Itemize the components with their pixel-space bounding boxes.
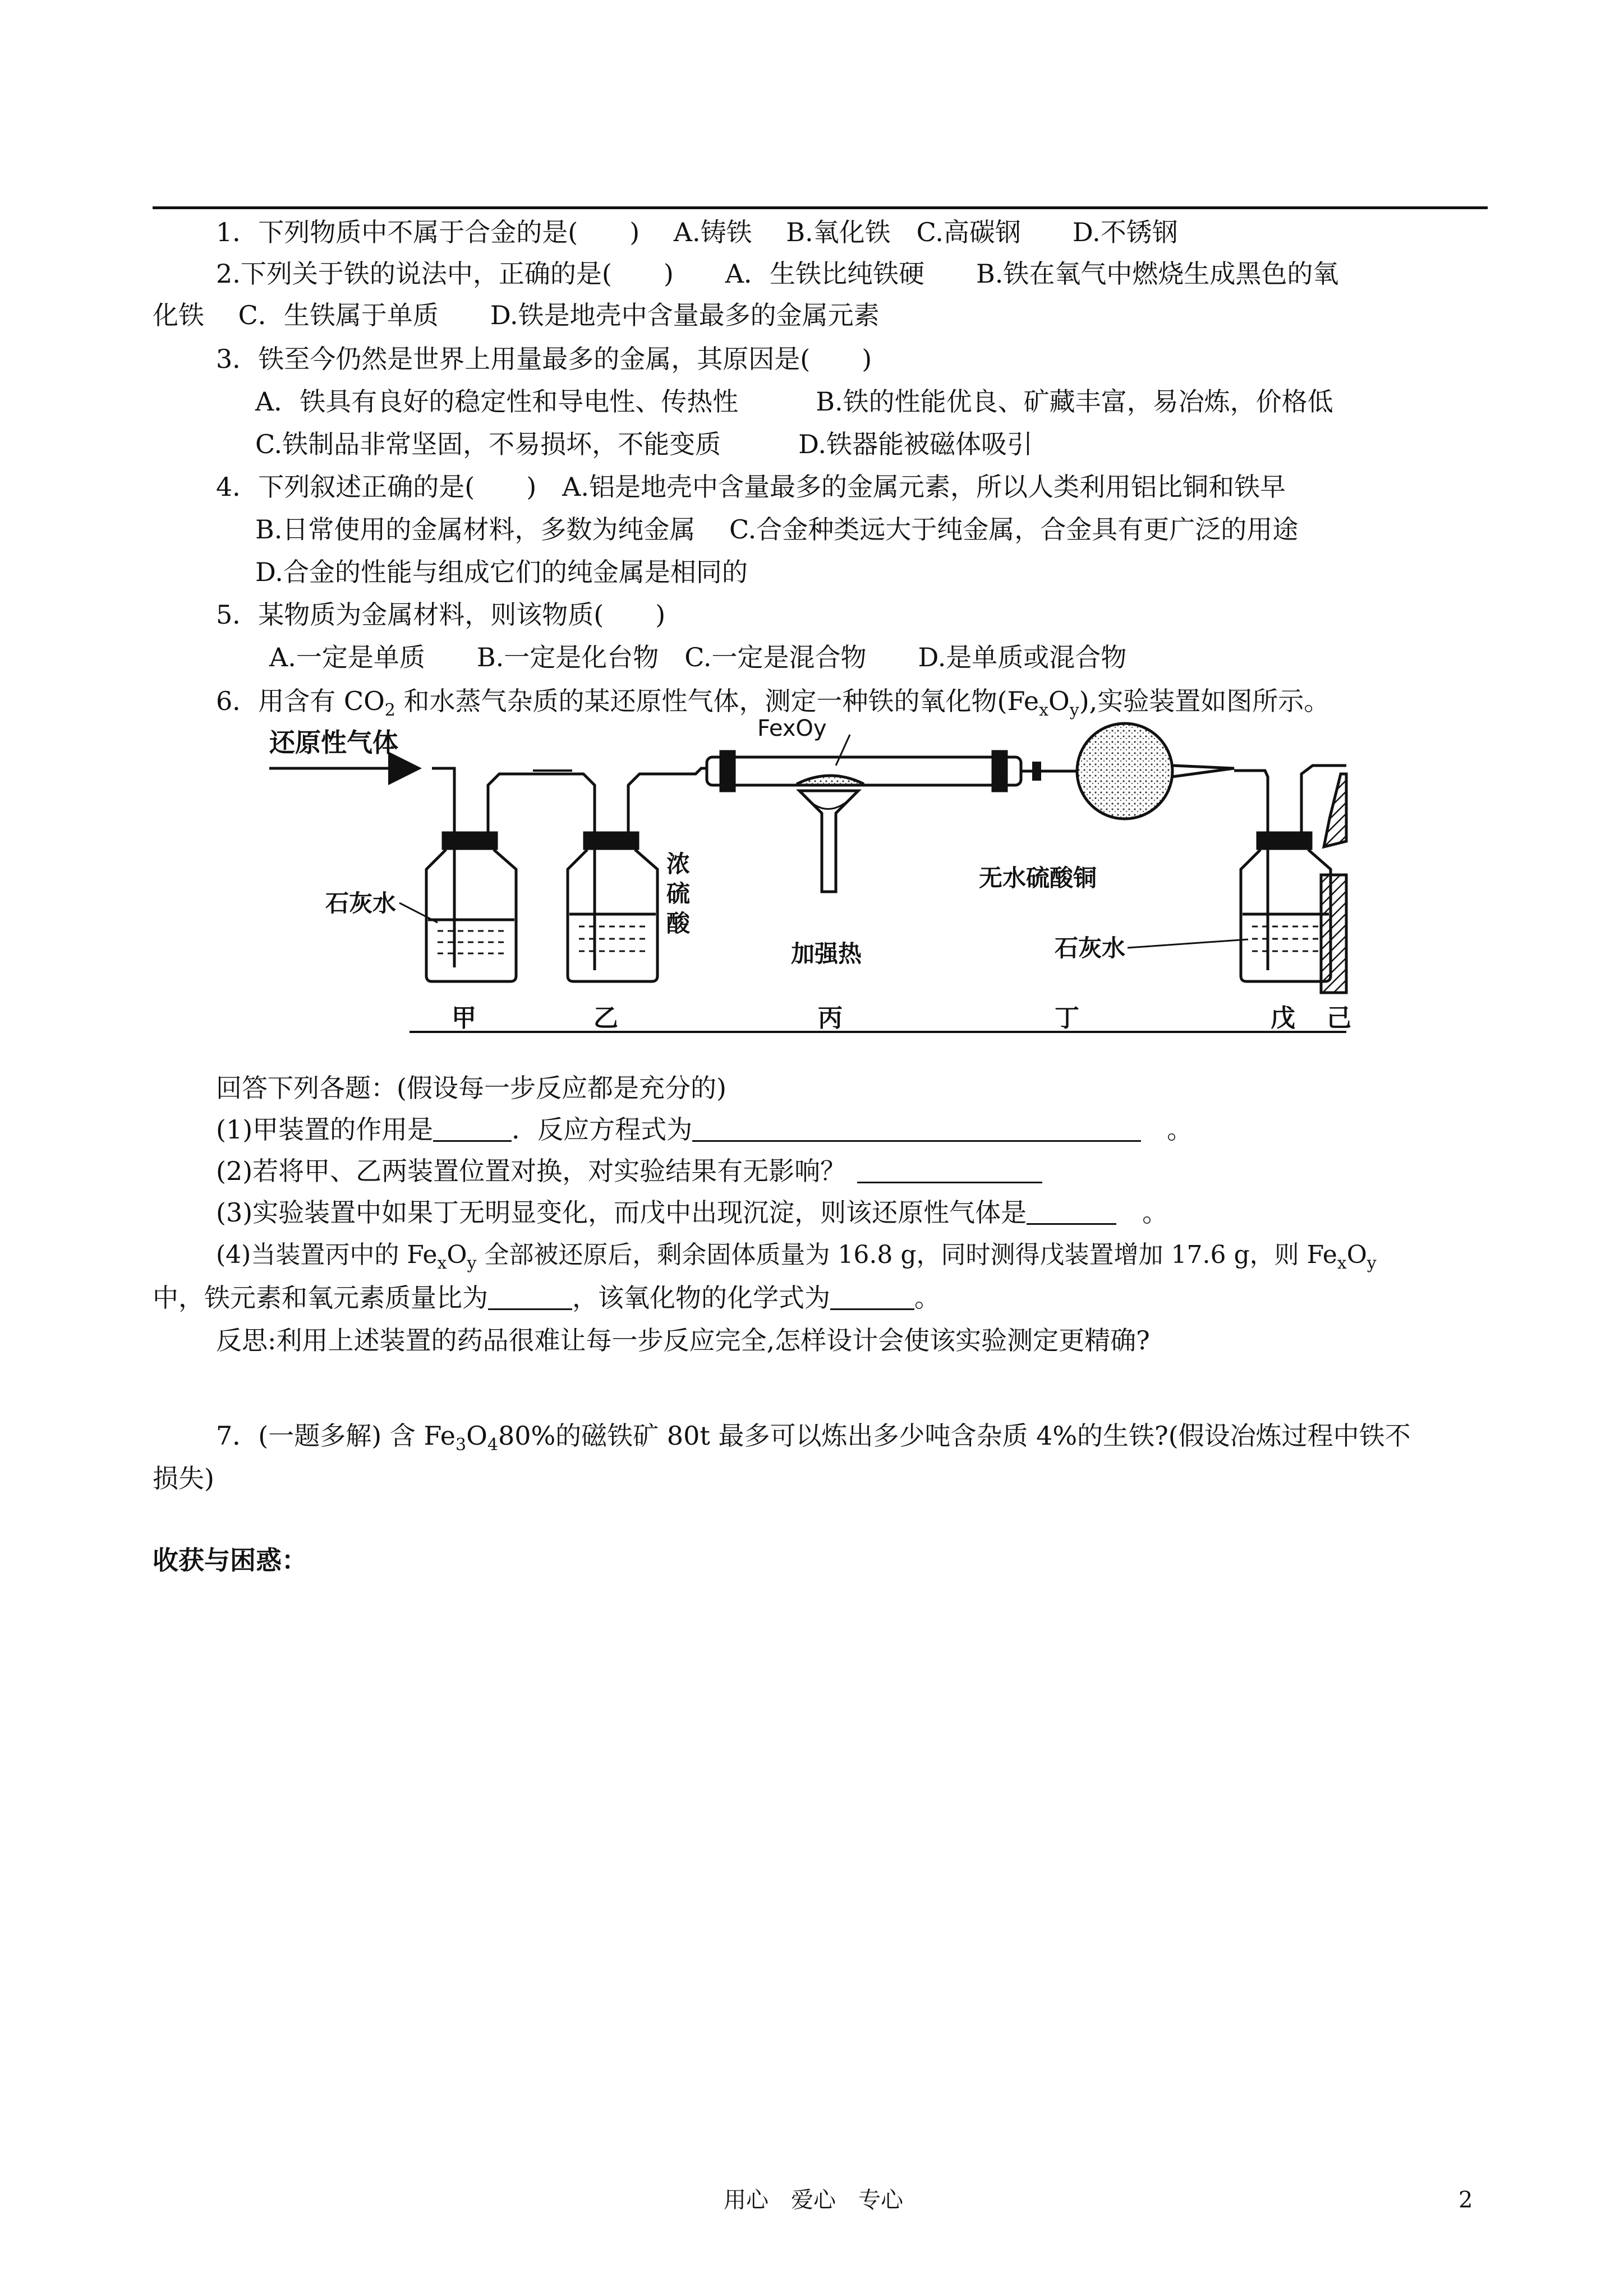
limewater-label-1: 石灰水	[325, 889, 397, 917]
question-2-line-2: 化铁 C．生铁属于单质 D.铁是地壳中含量最多的金属元素	[153, 300, 880, 330]
oxide-label: FexOy	[757, 716, 827, 741]
question-6-intro: 回答下列各题：(假设每一步反应都是充分的)	[216, 1073, 726, 1103]
letter-yi: 乙	[594, 1004, 618, 1032]
question-6-reflection: 反思:利用上述装置的药品很难让每一步反应完全,怎样设计会使该实验测定更精确?	[216, 1325, 1150, 1356]
tube-yi-bing	[657, 768, 707, 774]
apparatus-diagram	[269, 712, 1351, 1049]
drying-bulb-ding	[1055, 723, 1257, 819]
heat-label: 加强热	[791, 940, 862, 967]
letter-ji: 己	[1327, 1004, 1351, 1032]
question-3-options-cd: C.铁制品非常坚固，不易损坏，不能变质 D.铁器能被磁体吸引	[255, 429, 1033, 459]
acid-label-char-1: 浓	[666, 850, 691, 878]
question-6-part-3: (3)实验装置中如果丁无明显变化，而戊中出现沉淀，则该还原性气体是 。	[216, 1197, 1168, 1228]
reaction-tube-bing	[707, 735, 1021, 892]
letter-bing: 丙	[818, 1004, 843, 1032]
question-7-line-1: 7．(一题多解) 含 $Fe_3O_480\%$的磁铁矿 80t 最多可以炼出多少吨含杂质 4%的生铁?(假设冶炼过程中铁不	[216, 1421, 1411, 1455]
cuso4-label: 无水硫酸铜	[979, 864, 1097, 892]
question-1: 1．下列物质中不属于合金的是( ) A.铸铁 B.氧化铁 C.高碳钢 D.不锈钢	[216, 217, 1178, 247]
question-6-part-1: (1)甲装置的作用是 ．反应方程式为 。	[216, 1114, 1193, 1145]
question-6-part-2: (2)若将甲、乙两装置位置对换，对实验结果有无影响？	[216, 1154, 1042, 1188]
page-number: 2	[1459, 2187, 1473, 2213]
burner-ji	[1321, 774, 1346, 993]
letter-wu: 戊	[1271, 1004, 1295, 1032]
bottle-jia	[426, 768, 516, 981]
gains-and-doubts-heading: 收获与困惑：	[153, 1545, 307, 1575]
question-5-options: A.一定是单质 B.一定是化台物 C.一定是混合物 D.是单质或混合物	[269, 642, 1127, 672]
answer-blank-3[interactable]	[1027, 1198, 1116, 1225]
question-7-line-2: 损失)	[153, 1463, 214, 1493]
question-6-part-4-line-1: (4)当装置丙中的 $Fe_xO_y$ 全部被还原后，剩余固体质量为 16.8 g，同时测得戊装置增加 17.6 g，则 $Fe_xO_y$	[216, 1241, 1377, 1273]
top-rule	[153, 206, 1488, 209]
letter-ding: 丁	[1055, 1004, 1079, 1032]
question-5-stem: 5．某物质为金属材料，则该物质( )	[216, 600, 666, 630]
footer-slogan: 用心 爱心 专心	[724, 2187, 903, 2213]
answer-blank-4b[interactable]	[830, 1284, 914, 1310]
question-4-line-1: 4．下列叙述正确的是( ) A.铝是地壳中含量最多的金属元素，所以人类利用铝比铜和铁早	[216, 472, 1286, 502]
tube-jia-yi	[516, 774, 595, 824]
answer-blank-1b[interactable]	[692, 1115, 1141, 1142]
answer-blank-2[interactable]	[857, 1157, 1042, 1183]
acid-label-char-3: 酸	[666, 910, 691, 937]
gas-label: 还原性气体	[269, 727, 398, 758]
answer-blank-4a[interactable]	[488, 1284, 572, 1310]
limewater-label-2: 石灰水	[1055, 934, 1126, 962]
letter-jia: 甲	[452, 1004, 476, 1032]
question-2-line-1: 2.下列关于铁的说法中，正确的是( ) A．生铁比纯铁硬 B.铁在氧气中燃烧生成黑色的氧	[216, 259, 1339, 289]
question-6-stem: 6．用含有 $CO_2$ 和水蒸气杂质的某还原性气体，测定一种铁的氧化物$(Fe_xO_y)$,实验装置如图所示。	[216, 686, 1330, 720]
question-4-line-3: D.合金的性能与组成它们的纯金属是相同的	[255, 557, 748, 587]
question-4-line-2: B.日常使用的金属材料，多数为纯金属 C.合金种类远大于纯金属，合金具有更广泛的用途	[255, 514, 1299, 545]
answer-blank-1a[interactable]	[433, 1115, 512, 1142]
bottle-yi	[568, 774, 668, 981]
question-3-options-ab: A．铁具有良好的稳定性和导电性、传热性 B.铁的性能优良、矿藏丰富，易冶炼，价格低	[255, 386, 1333, 417]
acid-label-char-2: 硫	[666, 880, 691, 907]
question-6-part-4-line-2: 中，铁元素和氧元素质量比为 ，该氧化物的化学式为 。	[153, 1283, 940, 1313]
question-3-stem: 3．铁至今仍然是世界上用量最多的金属，其原因是( )	[216, 344, 872, 374]
